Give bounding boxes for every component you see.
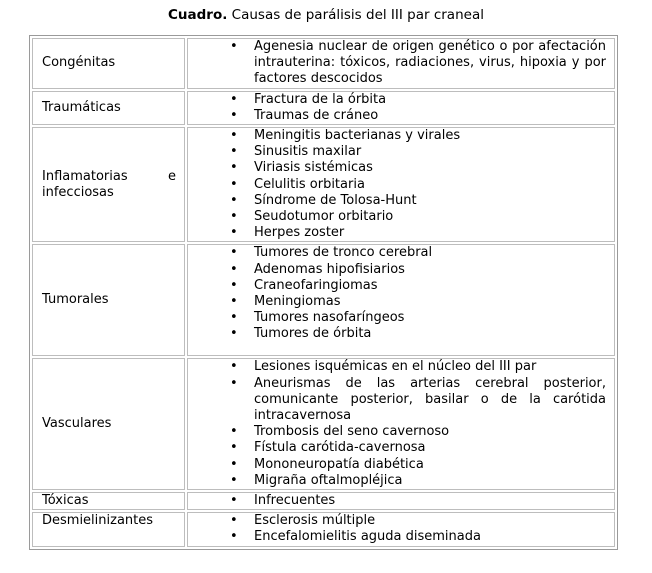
list-item: • Agenesia nuclear de origen genético o por afectación intrauterina: tóxicos, radiaciones, virus, hipoxia y por factores descocidos (197, 39, 606, 88)
table-row (32, 38, 615, 89)
list-item: • Fístula carótida-cavernosa (197, 440, 606, 456)
table-caption (0, 6, 652, 24)
list-item: • Migraña oftalmopléjica (197, 473, 606, 489)
list-item: • Tumores nasofaríngeos (197, 310, 606, 326)
items-list (197, 493, 606, 509)
category-cell: Desmielinizantes (32, 512, 185, 546)
table-row (32, 91, 615, 125)
table-row (32, 127, 615, 242)
list-item: • Traumas de cráneo (197, 108, 606, 124)
table-row (32, 492, 615, 510)
items-list (197, 128, 606, 241)
list-item: • Tumores de tronco cerebral (197, 245, 606, 261)
caption-title: Causas de parálisis del III par craneal (231, 7, 484, 23)
items-cell (187, 492, 615, 510)
list-item: • Trombosis del seno cavernoso (197, 424, 606, 440)
list-item: • Fractura de la órbita (197, 92, 606, 108)
list-item: • Craneofaringiomas (197, 278, 606, 294)
caption-label: Cuadro. (168, 7, 228, 23)
list-item: • Lesiones isquémicas en el núcleo del III par (197, 359, 606, 375)
list-item: • Esclerosis múltiple (197, 513, 606, 529)
list-item: • Adenomas hipofisiarios (197, 262, 606, 278)
category-cell: Vasculares (32, 358, 185, 490)
items-list (197, 245, 606, 342)
list-item: • Sinusitis maxilar (197, 144, 606, 160)
list-item: • Herpes zoster (197, 225, 606, 241)
items-cell (187, 358, 615, 490)
list-item: • Mononeuropatía diabética (197, 457, 606, 473)
category-cell: Inflamatorias e infecciosas (32, 127, 185, 242)
category-cell: Tumorales (32, 244, 185, 356)
items-list (197, 39, 606, 88)
list-item: • Tumores de órbita (197, 326, 606, 342)
list-item: • Síndrome de Tolosa-Hunt (197, 193, 606, 209)
items-cell (187, 244, 615, 356)
list-item: • Celulitis orbitaria (197, 177, 606, 193)
table-row (32, 512, 615, 546)
list-item: • Viriasis sistémicas (197, 160, 606, 176)
items-list (197, 359, 606, 489)
items-cell (187, 91, 615, 125)
list-item: • Seudotumor orbitario (197, 209, 606, 225)
table-row (32, 244, 615, 356)
list-item: • Encefalomielitis aguda diseminada (197, 529, 606, 545)
category-cell: Traumáticas (32, 91, 185, 125)
list-item: • Meningiomas (197, 294, 606, 310)
category-cell: Tóxicas (32, 492, 185, 510)
items-cell (187, 127, 615, 242)
causes-table (29, 35, 618, 550)
items-list (197, 92, 606, 124)
list-item: • Aneurismas de las arterias cerebral posterior, comunicante posterior, basilar o de la carótida intracavernosa (197, 376, 606, 425)
list-item: • Infrecuentes (197, 493, 606, 509)
items-cell (187, 512, 615, 546)
table-row (32, 358, 615, 490)
items-list (197, 513, 606, 545)
list-item: • Meningitis bacterianas y virales (197, 128, 606, 144)
items-cell (187, 38, 615, 89)
category-cell: Congénitas (32, 38, 185, 89)
